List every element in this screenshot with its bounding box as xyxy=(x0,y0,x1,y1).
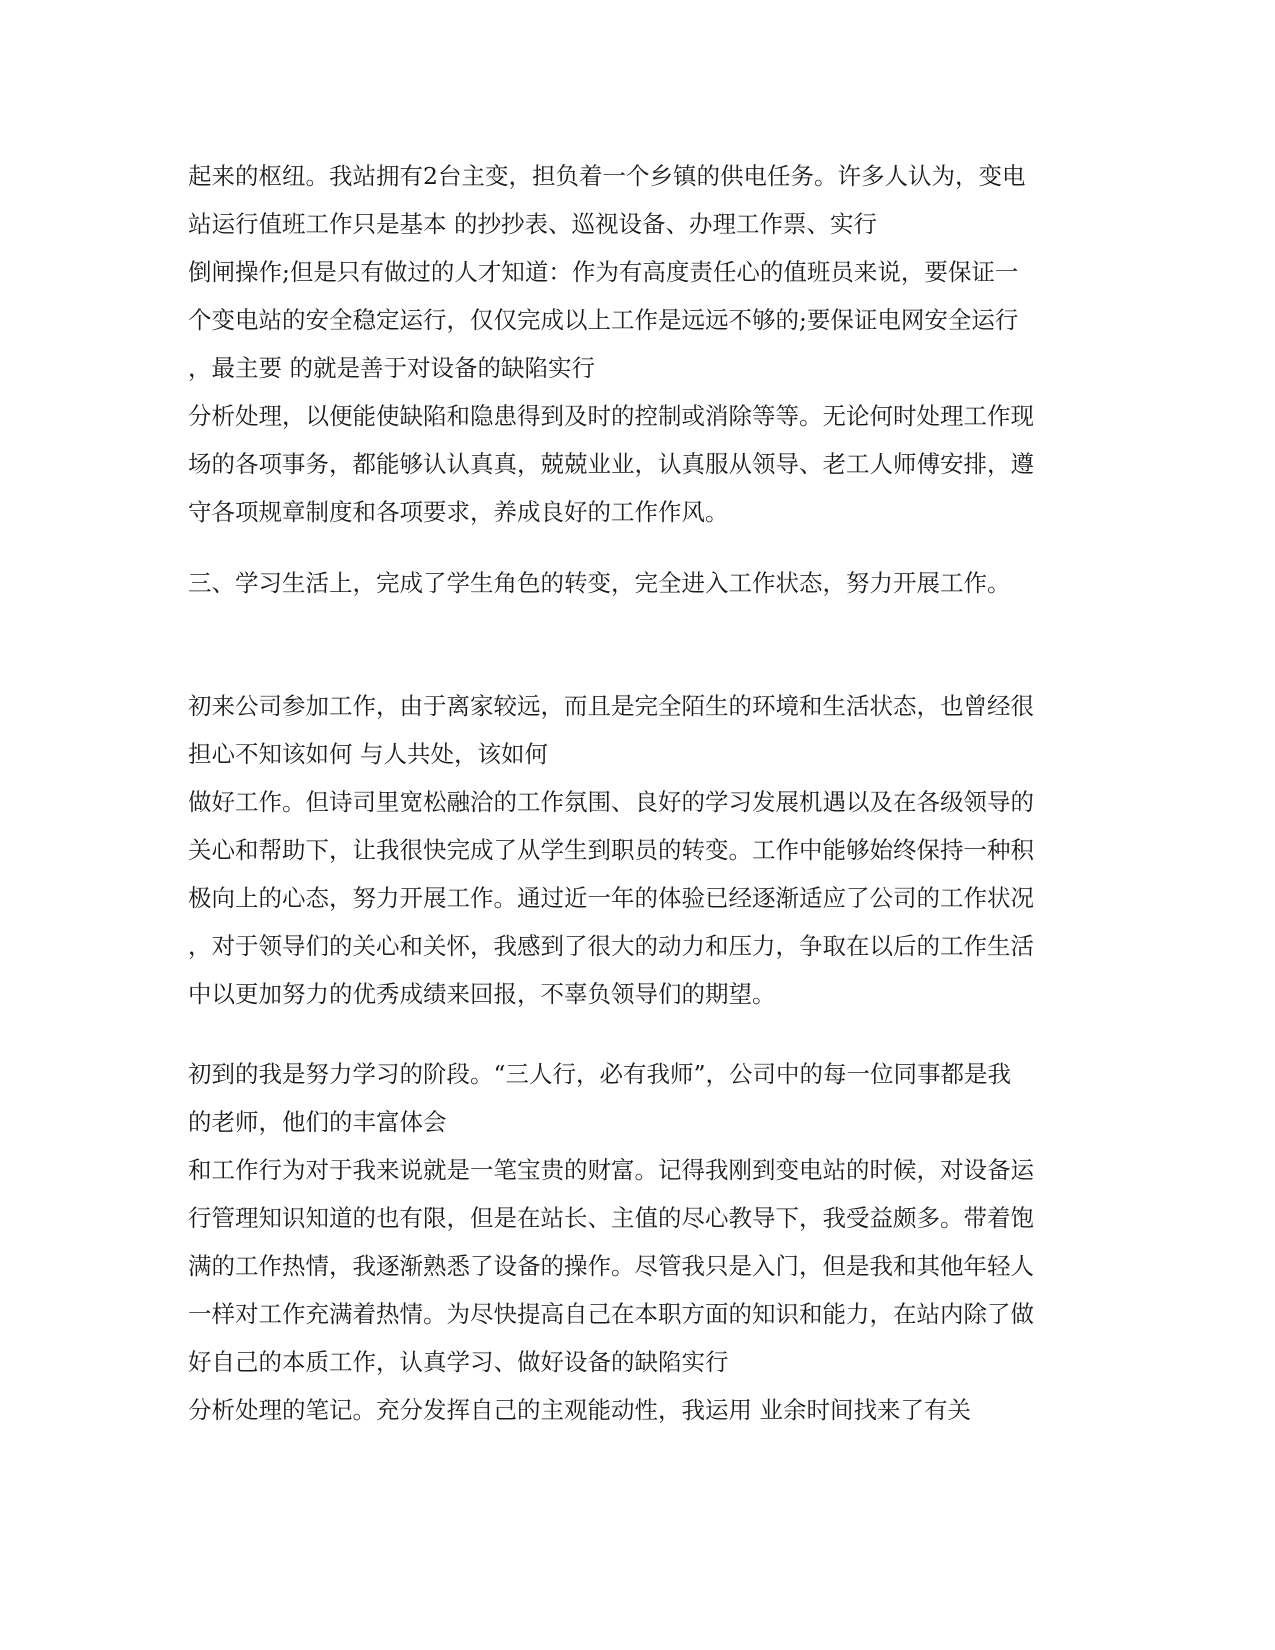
paragraph-joining-company xyxy=(188,682,1088,1018)
text-line: 倒闸操作;但是只有做过的人才知道：作为有高度责任心的值班员来说，要保证一 xyxy=(188,258,1019,286)
text-line: 做好工作。但诗司里宽松融洽的工作氛围、良好的学习发展机遇以及在各级领导的 xyxy=(188,788,1034,816)
text-line: 分析处理的笔记。充分发挥自己的主观能动性，我运用 业余时间找来了有关 xyxy=(188,1396,971,1424)
text-line: 的老师，他们的丰富体会 xyxy=(188,1108,447,1136)
text-line: 行管理知识知道的也有限，但是在站长、主值的尽心教导下，我受益颇多。带着饱 xyxy=(188,1204,1034,1232)
text-line: 一样对工作充满着热情。为尽快提高自己在本职方面的知识和能力，在站内除了做 xyxy=(188,1300,1034,1328)
text-line: 满的工作热情，我逐渐熟悉了设备的操作。尽管我只是入门，但是我和其他年轻人 xyxy=(188,1252,1034,1280)
text-line: 初来公司参加工作，由于离家较远，而且是完全陌生的环境和生活状态，也曾经很 xyxy=(188,692,1034,720)
text-line: ，最主要 的就是善于对设备的缺陷实行 xyxy=(188,354,595,382)
text-line: 初到的我是努力学习的阶段。“三人行，必有我师”，公司中的每一位同事都是我 xyxy=(188,1060,1012,1088)
text-line: 场的各项事务，都能够认认真真，兢兢业业，认真服从领导、老工人师傅安排，遵 xyxy=(188,450,1034,478)
text-line: 站运行值班工作只是基本 的抄抄表、巡视设备、办理工作票、实行 xyxy=(188,210,877,238)
text-line: 中以更加努力的优秀成绩来回报，不辜负领导们的期望。 xyxy=(188,980,776,1008)
text-line: 担心不知该如何 与人共处，该如何 xyxy=(188,740,548,768)
text-line: 分析处理，以便能使缺陷和隐患得到及时的控制或消除等等。无论何时处理工作现 xyxy=(188,402,1034,430)
text-line: ，对于领导们的关心和关怀，我感到了很大的动力和压力，争取在以后的工作生活 xyxy=(188,932,1034,960)
text-line: 极向上的心态，努力开展工作。通过近一年的体验已经逐渐适应了公司的工作状况 xyxy=(188,884,1034,912)
text-line: 守各项规章制度和各项要求，养成良好的工作作风。 xyxy=(188,498,729,526)
text-line: 关心和帮助下，让我很快完成了从学生到职员的转变。工作中能够始终保持一种积 xyxy=(188,836,1034,864)
paragraph-substation-duty xyxy=(188,152,1088,536)
text-line: 个变电站的安全稳定运行，仅仅完成以上工作是远远不够的;要保证电网安全运行 xyxy=(188,306,1019,334)
text-line: 好自己的本质工作，认真学习、做好设备的缺陷实行 xyxy=(188,1348,729,1376)
text-line: 起来的枢纽。我站拥有2台主变，担负着一个乡镇的供电任务。许多人认为，变电 xyxy=(188,162,1026,190)
section-heading-three xyxy=(188,559,1088,607)
section-heading-line: 三、学习生活上，完成了学生角色的转变，完全进入工作状态，努力开展工作。 xyxy=(188,569,1011,597)
paragraph-learning-stage xyxy=(188,1050,1088,1434)
text-line: 和工作行为对于我来说就是一笔宝贵的财富。记得我刚到变电站的时候，对设备运 xyxy=(188,1156,1034,1184)
